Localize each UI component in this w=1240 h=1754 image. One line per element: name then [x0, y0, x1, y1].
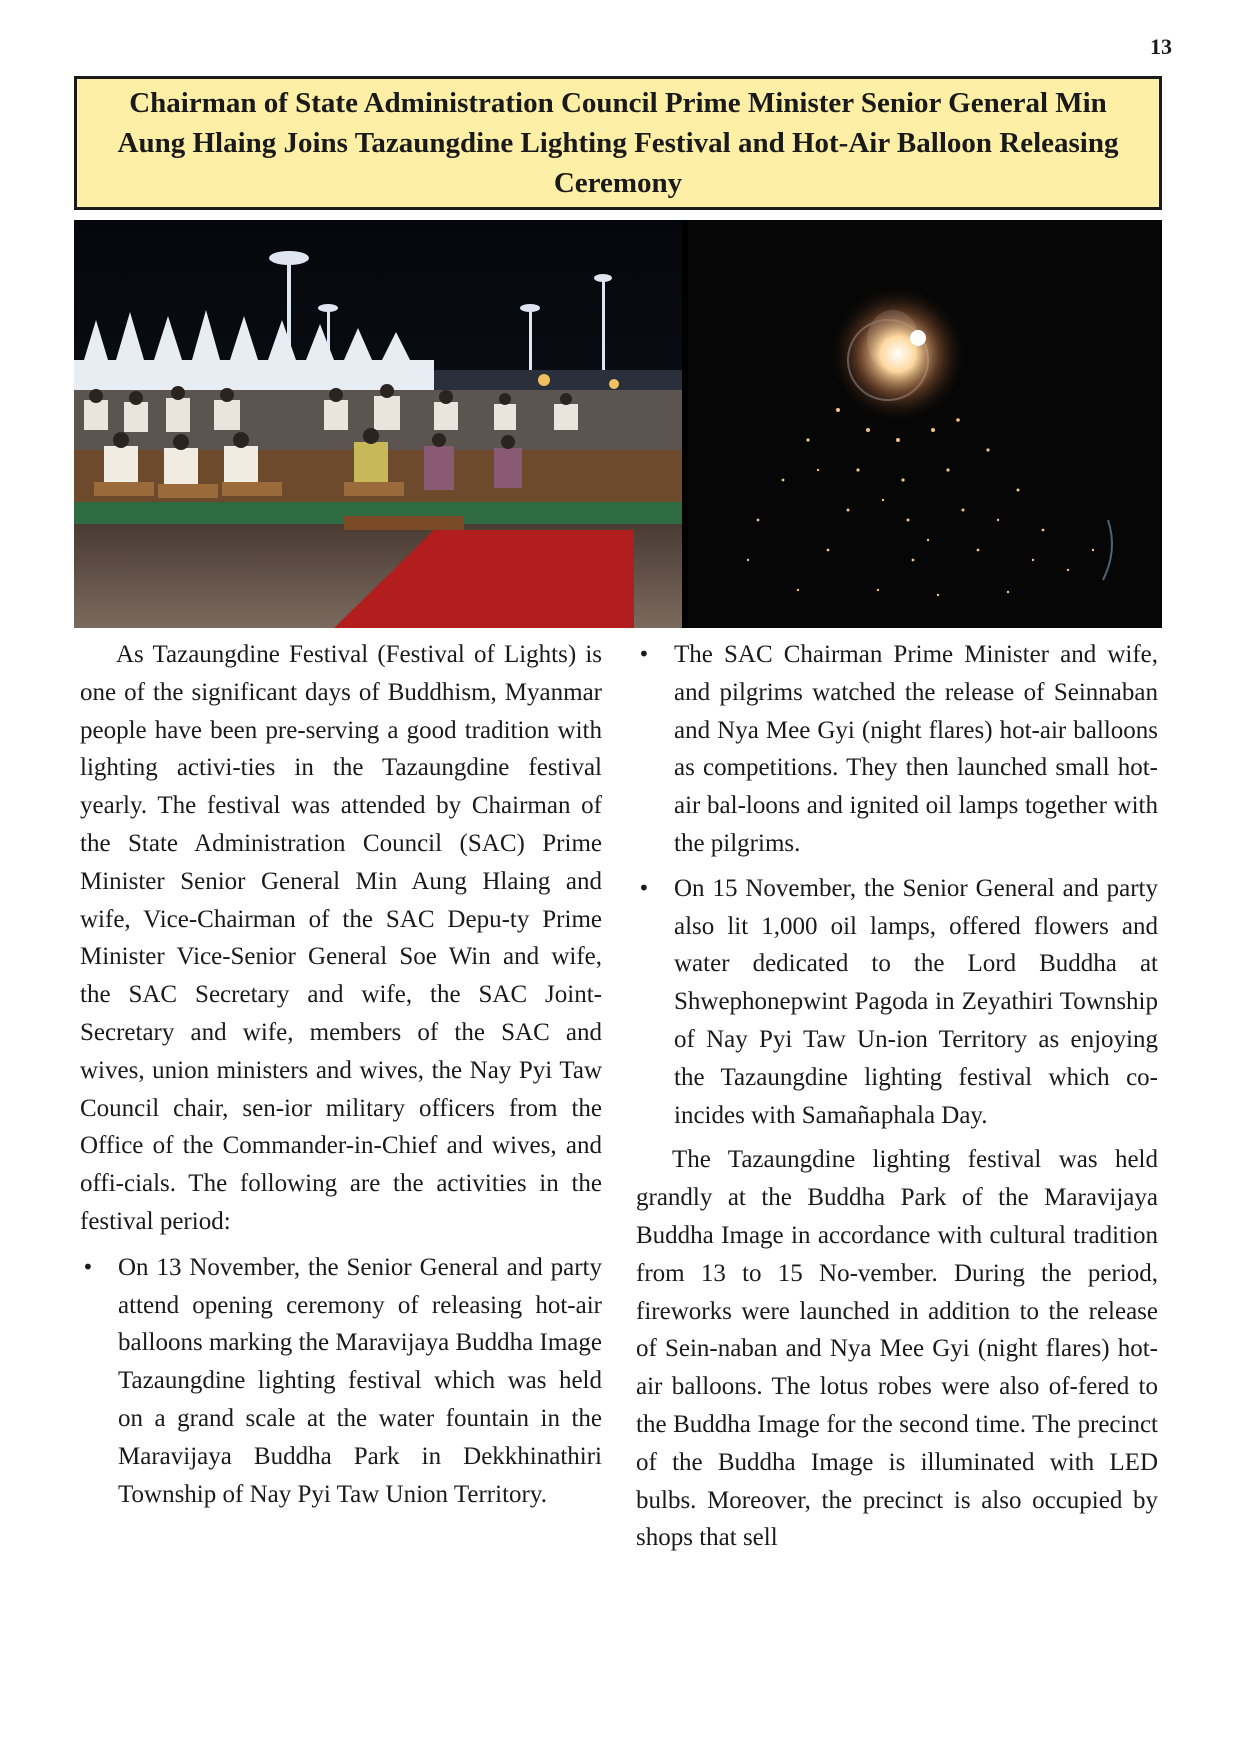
- audience-photo: [74, 220, 682, 628]
- activity-item: • On 13 November, the Senior General and party attend opening ceremony of releasing hot-air balloons marking the Maravijaya Buddha Image Tazaungdine lighting festival which was held on a grand scale at the water fountain in the Maravijaya Buddha Park in Dekkhinathiri Township of Nay Pyi Taw Union Territory.: [80, 1249, 602, 1514]
- activity-item: • On 15 November, the Senior General and party also lit 1,000 oil lamps, offered flowers and water dedicated to the Lord Buddha at Shwephonepwint Pagoda in Zeyathiri Township of Nay Pyi Taw Un-ion Territory as enjoying the Tazaungdine lighting festival which co-incides with Samañaphala Day.: [636, 870, 1158, 1135]
- headline-box: [74, 76, 1162, 210]
- article-column-right: [636, 636, 1158, 1557]
- intro-paragraph: As Tazaungdine Festival (Festival of Lights) is one of the significant days of Buddhism, Myanmar people have been pre-serving a good tradition with lighting activi-ties in the Tazaungdine festival yearly. The festival was attended by Chairman of the State Administration Council (SAC) Prime Minister Senior General Min Aung Hlaing and wife, Vice-Chairman of the SAC Depu-ty Prime Minister Vice-Senior General Soe Win and wife, the SAC Secretary and wife, the SAC Joint-Secretary and wife, members of the SAC and wives, union ministers and wives, the Nay Pyi Taw Council chair, sen-ior military officers from the Office of the Commander-in-Chief and wives, and offi-cials. The following are the activities in the festival period:: [80, 641, 602, 1235]
- article-column-left: [80, 636, 602, 1520]
- photo-strip: [74, 220, 1162, 628]
- fireworks-photo: [688, 220, 1162, 628]
- activity-item: • The SAC Chairman Prime Minister and wife, and pilgrims watched the release of Seinnaban and Nya Mee Gyi (night flares) hot-air balloons as competitions. They then launched small hot-air bal-loons and ignited oil lamps together with the pilgrims.: [636, 636, 1158, 863]
- headline: Chairman of State Administration Council Prime Minister Senior General Min Aung Hlaing Joins Tazaungdine Lighting Festival and Hot-Air Balloon Releasing Ceremony: [117, 87, 1119, 199]
- activity-list-left: [80, 1249, 602, 1514]
- activity-list-right: [636, 636, 1158, 1134]
- closing-paragraph: The Tazaungdine lighting festival was held grandly at the Buddha Park of the Maravijaya Buddha Image in accordance with cultural tradition from 13 to 15 No-vember. During the period, fireworks were launched in addition to the release of Sein-naban and Nya Mee Gyi (night flares) hot-air balloons. The lotus robes were also of-fered to the Buddha Image for the second time. The precinct of the Buddha Image is illuminated with LED bulbs. Moreover, the precinct is also occupied by shops that sell: [636, 1146, 1158, 1552]
- page-number: 13: [1150, 34, 1172, 59]
